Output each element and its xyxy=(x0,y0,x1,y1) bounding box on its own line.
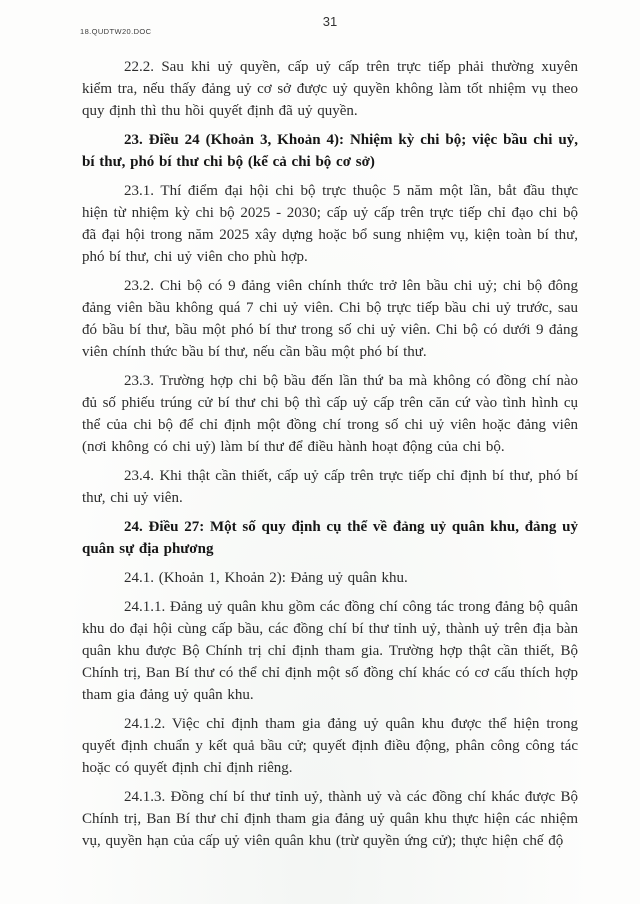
paragraph-24-1: 24.1. (Khoản 1, Khoản 2): Đảng uỷ quân khu. xyxy=(124,570,408,586)
section-heading-24: 24. Điều 27: Một số quy định cụ thể về đảng uỷ quân khu, đảng uỷ quân sự địa phương xyxy=(82,519,578,557)
paragraph-24-1-1: 24.1.1. Đảng uỷ quân khu gồm các đồng chí công tác trong đảng bộ quân khu do đại hội cùng cấp bầu, các đồng chí bí thư tỉnh uỷ, thành uỷ trên địa bàn quân khu được Bộ Chính trị chỉ định tham gia. Trường hợp thật cần thiết, Bộ Chính trị, Ban Bí thư có thể chỉ định một số đồng chí khác có cơ cấu thích hợp tham gia đảng uỷ quân khu. xyxy=(82,599,578,703)
paragraph-23-3: 23.3. Trường hợp chi bộ bầu đến lần thứ ba mà không có đồng chí nào đủ số phiếu trúng cử bí thư chi bộ thì cấp uỷ cấp trên căn cứ vào tình hình cụ thể của chi bộ để chỉ định một đồng chí trong số chi uỷ viên hoặc đảng viên (nơi không có chi uỷ) làm bí thư để điều hành hoạt động của chi bộ. xyxy=(82,373,578,455)
doc-filename-label: 18.QUDTW20.DOC xyxy=(80,27,152,36)
paragraph-24-1-2: 24.1.2. Việc chỉ định tham gia đảng uỷ quân khu được thể hiện trong quyết định chuẩn y kết quả bầu cử; quyết định điều động, phân công công tác hoặc có quyết định chỉ định riêng. xyxy=(82,716,578,776)
document-body xyxy=(82,56,578,859)
page-number: 31 xyxy=(322,14,338,29)
paragraph-24-1-3: 24.1.3. Đồng chí bí thư tỉnh uỷ, thành uỷ và các đồng chí khác được Bộ Chính trị, Ban Bí thư chỉ định tham gia đảng uỷ quân khu thực hiện các nhiệm vụ, quyền hạn của cấp uỷ viên quân khu (trừ quyền ứng cử); thực hiện chế độ xyxy=(82,789,578,849)
paragraph-23-1: 23.1. Thí điểm đại hội chi bộ trực thuộc 5 năm một lần, bắt đầu thực hiện từ nhiệm kỳ chi bộ 2025 - 2030; cấp uỷ cấp trên trực tiếp chỉ đạo chi bộ đã đại hội trong năm 2025 xây dựng hoặc bổ sung nhiệm vụ, kiện toàn bí thư, phó bí thư, chi uỷ viên cho phù hợp. xyxy=(82,183,578,265)
paragraph-22-2: 22.2. Sau khi uỷ quyền, cấp uỷ cấp trên trực tiếp phải thường xuyên kiểm tra, nếu thấy đảng uỷ cơ sở được uỷ quyền không làm tốt nhiệm vụ theo quy định thì thu hồi quyết định đã uỷ quyền. xyxy=(82,59,578,119)
paragraph-23-4: 23.4. Khi thật cần thiết, cấp uỷ cấp trên trực tiếp chỉ định bí thư, phó bí thư, chi uỷ viên. xyxy=(82,468,578,506)
paragraph-23-2: 23.2. Chi bộ có 9 đảng viên chính thức trở lên bầu chi uỷ; chi bộ đông đảng viên bầu không quá 7 chi uỷ viên. Chi bộ trực tiếp bầu chi uỷ trước, sau đó bầu bí thư, bầu một phó bí thư trong số chi uỷ viên. Chi bộ có dưới 9 đảng viên chính thức bầu bí thư, nếu cần bầu một phó bí thư. xyxy=(82,278,578,360)
section-heading-23: 23. Điều 24 (Khoản 3, Khoản 4): Nhiệm kỳ chi bộ; việc bầu chi uỷ, bí thư, phó bí thư chi bộ (kể cả chi bộ cơ sở) xyxy=(82,132,578,170)
